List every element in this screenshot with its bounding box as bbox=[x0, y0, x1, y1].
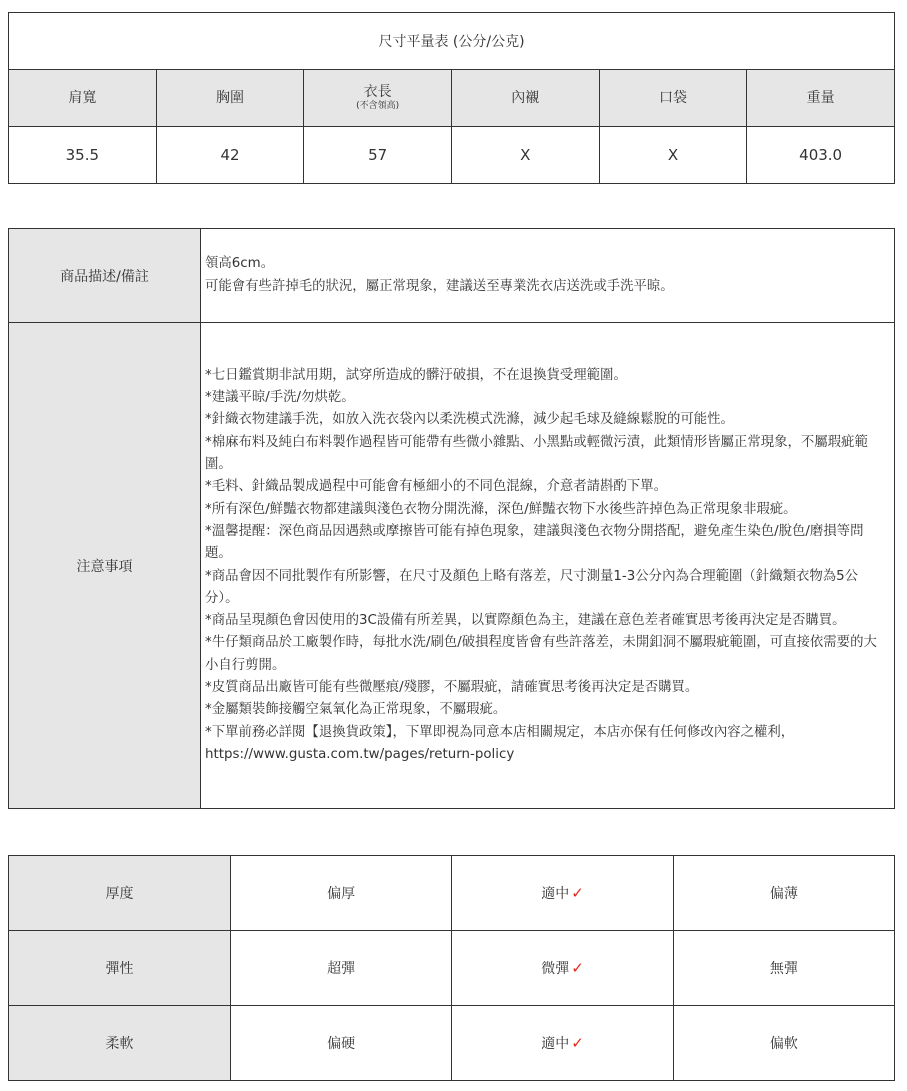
header-weight bbox=[747, 70, 895, 127]
header-lining bbox=[451, 70, 599, 127]
texture-option bbox=[231, 856, 452, 931]
value-length: 57 bbox=[304, 127, 452, 184]
notice-item: *商品呈現顏色會因使用的3C設備有所差異，以實際顏色為主，建議在意色差者確實思考後再決定是否購買。 bbox=[205, 613, 846, 629]
header-label: 口袋 bbox=[658, 89, 687, 106]
texture-option bbox=[673, 931, 894, 1006]
header-label: 重量 bbox=[806, 89, 835, 106]
notice-row bbox=[9, 323, 895, 809]
header-label: 內襯 bbox=[511, 89, 540, 106]
size-table-title: 尺寸平量表 (公分/公克) bbox=[9, 13, 895, 70]
texture-label: 彈性 bbox=[9, 931, 231, 1006]
notice-item: *皮質商品出廠皆可能有些微壓痕/殘膠，不屬瑕疵，請確實思考後再決定是否購買。 bbox=[205, 679, 699, 695]
size-header-row bbox=[9, 70, 895, 127]
option-label: 偏軟 bbox=[769, 1036, 798, 1052]
header-chest bbox=[156, 70, 304, 127]
size-value-row bbox=[9, 127, 895, 184]
option-label: 偏薄 bbox=[769, 886, 798, 902]
check-icon: ✓ bbox=[571, 959, 584, 977]
texture-row-elasticity bbox=[9, 931, 895, 1006]
option-label: 偏厚 bbox=[327, 886, 356, 902]
notice-item: *金屬類裝飾接觸空氣氧化為正常現象，不屬瑕疵。 bbox=[205, 702, 507, 718]
value-weight: 403.0 bbox=[747, 127, 895, 184]
notice-item: *牛仔類商品於工廠製作時，每批水洗/刷色/破損程度皆會有些許落差，未開釦洞不屬瑕疵範圍，可直接依需要的大小自行剪開。 bbox=[205, 635, 877, 673]
value-lining: X bbox=[451, 127, 599, 184]
header-shoulder bbox=[9, 70, 157, 127]
size-table bbox=[8, 12, 895, 184]
notice-item: *溫馨提醒：深色商品因遇熱或摩擦皆可能有掉色現象，建議與淺色衣物分開搭配，避免產生染色/脫色/磨損等問題。 bbox=[205, 523, 864, 562]
value-pocket: X bbox=[599, 127, 747, 184]
notice-item: *建議平晾/手洗/勿烘乾。 bbox=[205, 390, 355, 406]
texture-option-selected bbox=[452, 931, 673, 1006]
check-icon: ✓ bbox=[571, 884, 584, 902]
header-label: 肩寬 bbox=[68, 89, 97, 106]
option-label: 偏硬 bbox=[327, 1036, 356, 1052]
option-label: 適中 bbox=[541, 1036, 570, 1052]
header-sublabel: (不含領高) bbox=[356, 101, 400, 111]
texture-row-softness bbox=[9, 1006, 895, 1081]
notice-item: *七日鑑賞期非試用期，試穿所造成的髒汙破損，不在退換貨受理範圍。 bbox=[205, 367, 627, 383]
description-content bbox=[201, 229, 895, 323]
notes-table bbox=[8, 228, 895, 809]
texture-row-thickness bbox=[9, 856, 895, 931]
notice-item: *棉麻布料及純白布料製作過程皆可能帶有些微小雜點、小黑點或輕微污漬，此類情形皆屬正常現象，不屬瑕疵範圍。 bbox=[205, 434, 868, 473]
header-length bbox=[304, 70, 452, 127]
description-row bbox=[9, 229, 895, 323]
notice-content bbox=[201, 323, 895, 809]
description-line: 領高6cm。 bbox=[205, 256, 275, 272]
notice-item: *下單前務必詳閱【退換貨政策】，下單即視為同意本店相關規定，本店亦保有任何修改內容之權利，https://www.gusta.com.tw/pages/return-policy bbox=[205, 724, 795, 762]
notice-label: 注意事項 bbox=[9, 323, 201, 809]
value-chest: 42 bbox=[156, 127, 304, 184]
notice-item: *所有深色/鮮豔衣物都建議與淺色衣物分開洗滌，深色/鮮豔衣物下水後些許掉色為正常現象非瑕疵。 bbox=[205, 501, 797, 517]
texture-table bbox=[8, 855, 895, 1081]
texture-label: 柔軟 bbox=[9, 1006, 231, 1081]
texture-label: 厚度 bbox=[9, 856, 231, 931]
option-label: 無彈 bbox=[769, 961, 798, 977]
option-label: 適中 bbox=[541, 886, 570, 902]
texture-option-selected bbox=[452, 856, 673, 931]
value-shoulder: 35.5 bbox=[9, 127, 157, 184]
header-pocket bbox=[599, 70, 747, 127]
option-label: 超彈 bbox=[327, 961, 356, 977]
notice-item: *針織衣物建議手洗，如放入洗衣袋內以柔洗模式洗滌，減少起毛球及縫線鬆脫的可能性。 bbox=[205, 412, 734, 428]
texture-option-selected bbox=[452, 1006, 673, 1081]
texture-option bbox=[673, 1006, 894, 1081]
description-line: 可能會有些許掉毛的狀況，屬正常現象，建議送至專業洗衣店送洗或手洗平晾。 bbox=[205, 278, 674, 294]
texture-option bbox=[231, 931, 452, 1006]
notice-item: *毛料、針織品製成過程中可能會有極細小的不同色混線，介意者請斟酌下單。 bbox=[205, 479, 667, 495]
description-label: 商品描述/備註 bbox=[9, 229, 201, 323]
option-label: 微彈 bbox=[541, 961, 570, 977]
check-icon: ✓ bbox=[571, 1034, 584, 1052]
header-label: 胸圍 bbox=[215, 89, 244, 106]
texture-option bbox=[231, 1006, 452, 1081]
notice-item: *商品會因不同批製作有所影響，在尺寸及顏色上略有落差，尺寸測量1-3公分內為合理範圍（針織類衣物為5公分）。 bbox=[205, 568, 859, 606]
texture-option bbox=[673, 856, 894, 931]
header-label: 衣長 bbox=[363, 84, 392, 101]
